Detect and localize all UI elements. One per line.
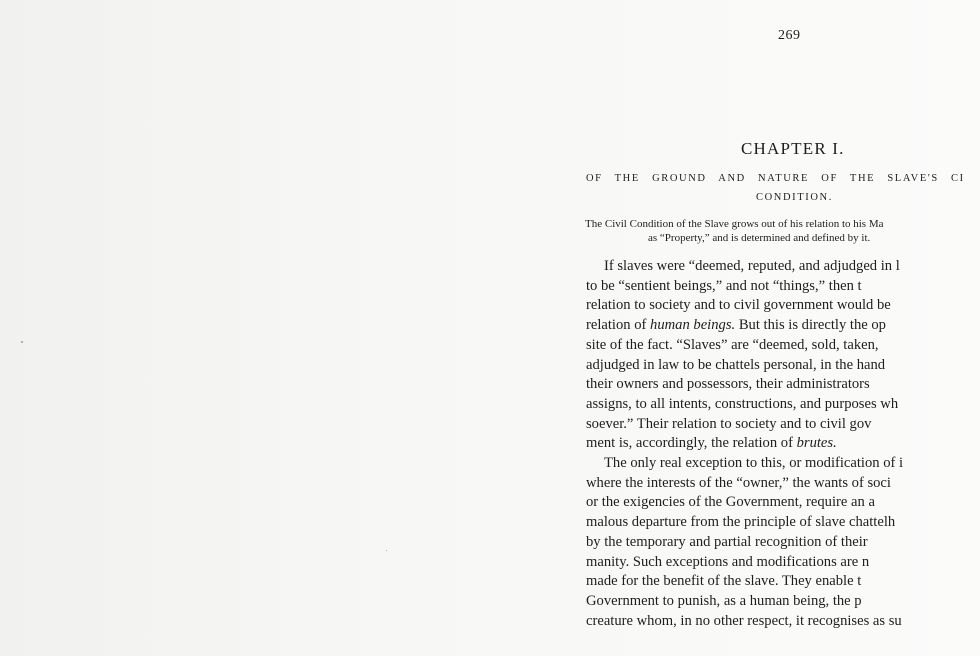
body-text-line: soever.” Their relation to society and to civil gov xyxy=(586,415,872,432)
scan-speck xyxy=(386,550,387,551)
body-text-line: malous departure from the principle of slave chattelh xyxy=(586,514,896,531)
scan-speck xyxy=(21,341,23,343)
body-text-line: made for the benefit of the slave. They enable t xyxy=(586,573,862,590)
page-number: 269 xyxy=(778,28,801,43)
body-text-line: site of the fact. “Slaves” are “deemed, sold, taken, xyxy=(586,336,879,353)
body-text-line: relation to society and to civil government would be xyxy=(586,297,891,314)
body-text-line: manity. Such exceptions and modifications are n xyxy=(586,553,870,570)
body-text-line: or the exigencies of the Government, require an a xyxy=(586,494,875,511)
body-text-line: creature whom, in no other respect, it recognises as su xyxy=(586,612,902,629)
chapter-summary-line: The Civil Condition of the Slave grows out of his relation to his Ma xyxy=(585,218,884,230)
body-text-line: Government to punish, as a human being, the p xyxy=(586,592,862,609)
chapter-summary-line: as “Property,” and is determined and defined by it. xyxy=(648,232,871,244)
body-text-line: relation of human beings. But this is directly the op xyxy=(586,317,886,334)
body-text-line: by the temporary and partial recognition of their xyxy=(586,533,868,550)
body-text-line: where the interests of the “owner,” the wants of soci xyxy=(586,474,891,491)
chapter-heading-line: CONDITION. xyxy=(756,192,833,203)
body-text-line: ment is, accordingly, the relation of brutes. xyxy=(586,435,837,452)
body-text-line: The only real exception to this, or modification of i xyxy=(604,455,904,471)
chapter-title: CHAPTER I. xyxy=(741,139,845,158)
chapter-heading-line: OF THE GROUND AND NATURE OF THE SLAVE'S CI xyxy=(586,173,965,184)
body-text-line: to be “sentient beings,” and not “things,” then t xyxy=(586,277,862,294)
body-text-line: adjudged in law to be chattels personal, in the hand xyxy=(586,356,886,373)
body-text-line: their owners and possessors, their administrators xyxy=(586,376,870,393)
body-text-line: If slaves were “deemed, reputed, and adjudged in l xyxy=(604,258,900,274)
body-text-line: assigns, to all intents, constructions, and purposes wh xyxy=(586,395,899,412)
